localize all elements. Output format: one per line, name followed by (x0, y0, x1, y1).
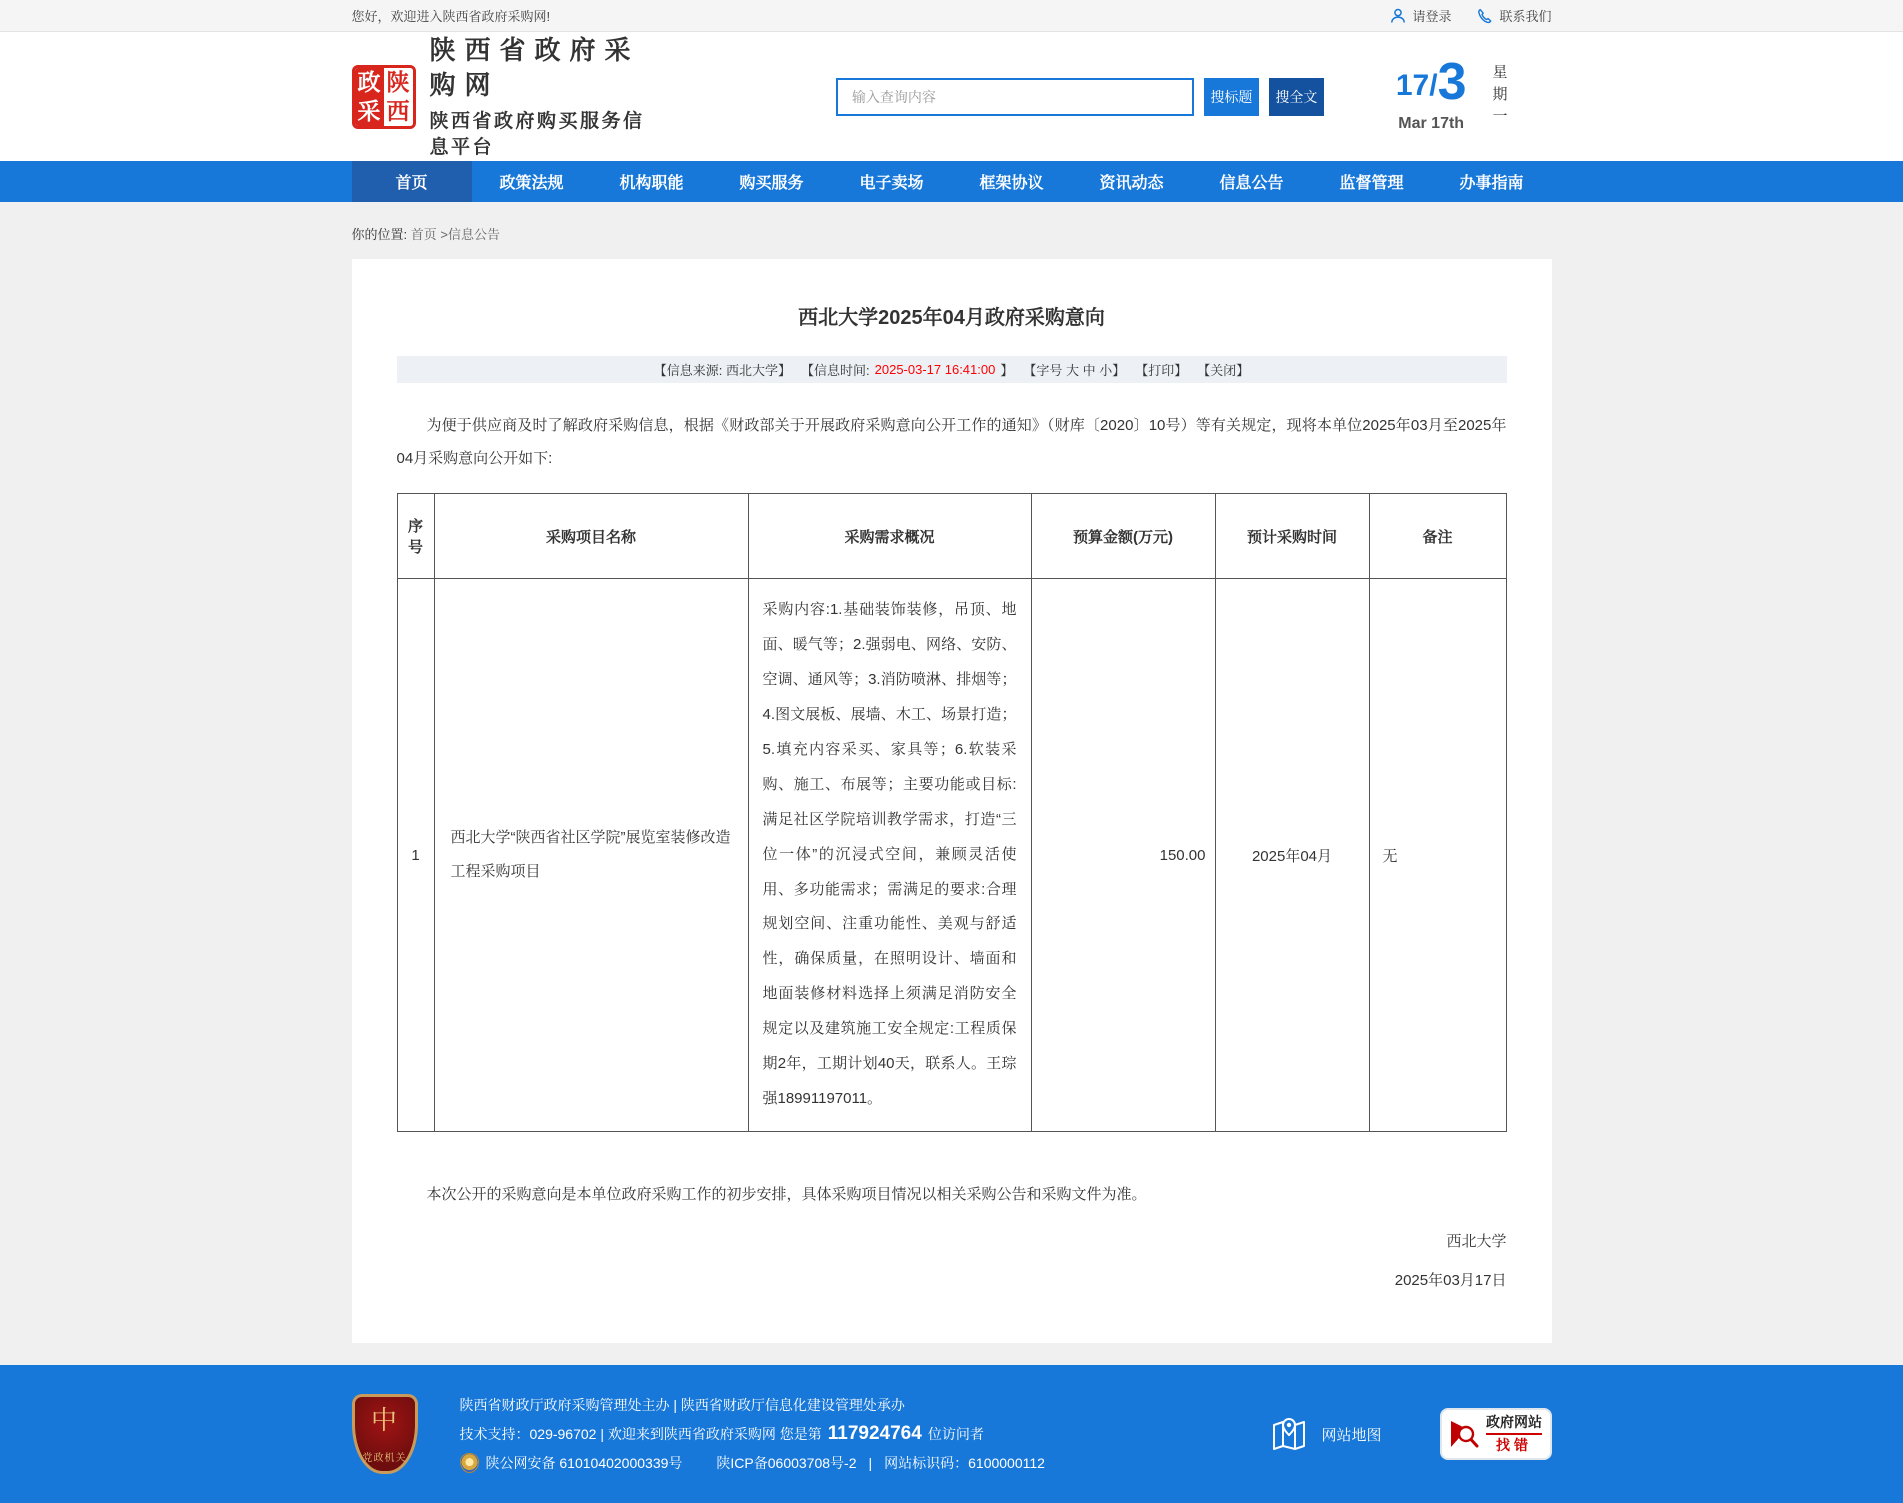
meta-time-label: 【信息时间: (801, 363, 870, 378)
nav-item-guide[interactable]: 办事指南 (1459, 175, 1524, 192)
nav-item-functions[interactable]: 机构职能 (619, 175, 684, 192)
font-size-control[interactable]: 【字号 大 中 小】 (1023, 363, 1126, 378)
date-day: 17/ (1395, 68, 1438, 102)
site-header (0, 32, 1903, 161)
footer-beian-line (460, 1452, 1045, 1474)
user-icon (1390, 8, 1406, 24)
nav-item-purchase-services[interactable]: 购买服务 (739, 175, 804, 192)
seal-logo-icon (352, 65, 416, 129)
cell-budget: 150.00 (1031, 579, 1215, 1132)
site-footer (0, 1365, 1903, 1503)
cell-time: 2025年04月 (1215, 579, 1369, 1132)
article-meta-bar (397, 356, 1507, 383)
party-gov-emblem-icon (352, 1394, 418, 1474)
error-badge-subtitle: 找错 (1496, 1437, 1532, 1454)
police-beian-link[interactable]: 陕公网安备 61010402000339号 (485, 1455, 683, 1472)
date-widget (1395, 53, 1552, 132)
error-badge-title: 政府网站 (1486, 1414, 1542, 1435)
main-nav (0, 161, 1903, 202)
login-link[interactable] (1390, 6, 1451, 25)
nav-item-policies[interactable]: 政策法规 (499, 175, 564, 192)
print-button[interactable]: 【打印】 (1135, 363, 1188, 378)
icp-link[interactable]: 陕ICP备06003708号-2 (716, 1455, 857, 1472)
nav-item-framework[interactable]: 框架协议 (979, 175, 1044, 192)
support-text: 技术支持：029-96702 | 欢迎来到陕西省政府采购网 您是第 (459, 1426, 822, 1443)
cell-no: 1 (397, 579, 434, 1132)
search-fulltext-button[interactable]: 搜全文 (1269, 78, 1324, 116)
welcome-text: 您好，欢迎进入陕西省政府采购网! (351, 9, 551, 24)
intro-paragraph: 为便于供应商及时了解政府采购信息，根据《财政部关于开展政府采购意向公开工作的通知》（财库〔2020〕10号）等有关规定，现将本单位2025年03月至2025年04月采购意向公开如下: (396, 417, 1507, 467)
phone-icon (1477, 8, 1493, 24)
cell-demand: 采购内容:1.基础装饰装修，吊顶、地面、暖气等；2.强弱电、网络、安防、空调、通风等；3.消防喷淋、排烟等；4.图文展板、展墙、木工、场景打造；5.填充内容采买、家具等；6.软装采购、施工、布展等；主要功能或目标:满足社区学院培训教学需求，打造“三位一体”的沉浸式空间，兼顾灵活使用、多功能需求；需满足的要求:合理规划空间、注重功能性、美观与舒适性，确保质量，在照明设计、墙面和地面装修材料选择上须满足消防安全规定以及建筑施工安全规定:工程质保期2年，工期计划40天，联系人。王琮强18991197011。 (748, 579, 1031, 1132)
meta-source: 【信息来源: 西北大学】 (653, 363, 791, 378)
contact-label: 联系我们 (1499, 9, 1552, 24)
contact-link[interactable] (1477, 6, 1551, 25)
topbar (0, 0, 1903, 32)
date-month: 3 (1437, 53, 1467, 112)
error-badge-icon (1449, 1418, 1479, 1450)
nav-item-news[interactable]: 资讯动态 (1099, 175, 1164, 192)
footer-organizer-line (460, 1394, 1045, 1416)
emblem-label: 党政机关 (362, 1453, 407, 1465)
sitemap-link[interactable] (1269, 1414, 1381, 1454)
nav-item-home[interactable]: 首页 (352, 161, 472, 202)
footer-divider: | (868, 1455, 873, 1472)
col-header-remark: 备注 (1369, 494, 1506, 579)
nav-item-announcements[interactable]: 信息公告 (1219, 175, 1284, 192)
signature-org: 西北大学 (1446, 1233, 1507, 1251)
close-button[interactable]: 【关闭】 (1197, 363, 1250, 378)
col-header-time: 预计采购时间 (1215, 494, 1369, 579)
table-header-row (397, 494, 1506, 579)
visitor-suffix: 位访问者 (927, 1426, 984, 1443)
meta-time-value: 2025-03-17 16:41:00 (874, 362, 996, 377)
search-input[interactable] (836, 78, 1194, 116)
site-logo[interactable] (352, 33, 651, 160)
cell-remark: 无 (1369, 579, 1506, 1132)
cell-project-name: 西北大学“陕西省社区学院”展览室装修改造工程采购项目 (434, 579, 748, 1132)
police-badge-icon (460, 1453, 479, 1473)
footer-support-line (460, 1423, 1045, 1445)
nav-item-supervision[interactable]: 监督管理 (1339, 175, 1404, 192)
nav-item-e-mall[interactable]: 电子卖场 (859, 175, 924, 192)
seal-char: 采 (355, 97, 384, 126)
col-header-name: 采购项目名称 (434, 494, 748, 579)
breadcrumb (352, 202, 1552, 259)
emblem-symbol: 中 (370, 1405, 399, 1436)
gov-site-error-badge[interactable] (1440, 1408, 1552, 1460)
seal-char: 政 (355, 68, 384, 97)
procurement-table (397, 493, 1507, 1132)
breadcrumb-home-link[interactable]: 首页 (410, 227, 437, 242)
breadcrumb-current[interactable]: 信息公告 (447, 227, 500, 242)
breadcrumb-separator: > (440, 227, 448, 242)
sitemap-label: 网站地图 (1321, 1426, 1382, 1444)
breadcrumb-label: 你的位置: (351, 227, 408, 242)
sitemap-map-icon (1269, 1414, 1309, 1454)
seal-char: 陕 (384, 68, 413, 97)
organizer-text: 陕西省财政厅政府采购管理处主办 | 陕西省财政厅信息化建设管理处承办 (459, 1397, 905, 1414)
closing-paragraph: 本次公开的采购意向是本单位政府采购工作的初步安排，具体采购项目情况以相关采购公告和采购文件为准。 (426, 1186, 1147, 1204)
site-code: 网站标识码：6100000112 (884, 1455, 1045, 1472)
signature-date: 2025年03月17日 (1394, 1272, 1507, 1290)
seal-char: 西 (384, 97, 413, 126)
col-header-no: 序号 (397, 494, 434, 579)
site-name: 陕西省政府采购网 (429, 34, 640, 100)
search-title-button[interactable]: 搜标题 (1204, 78, 1259, 116)
visitor-count: 117924764 (827, 1423, 922, 1445)
article-title: 西北大学2025年04月政府采购意向 (798, 307, 1105, 329)
meta-time-close: 】 (1000, 363, 1014, 378)
table-row (397, 579, 1506, 1132)
login-label: 请登录 (1412, 9, 1452, 24)
date-weekday: 星期一 (1490, 64, 1508, 131)
col-header-budget: 预算金额(万元) (1031, 494, 1215, 579)
col-header-demand: 采购需求概况 (748, 494, 1031, 579)
date-english: Mar 17th (1398, 114, 1465, 132)
search-area (836, 78, 1324, 116)
site-subtitle: 陕西省政府购买服务信息平台 (429, 110, 645, 158)
article-card (352, 259, 1552, 1343)
